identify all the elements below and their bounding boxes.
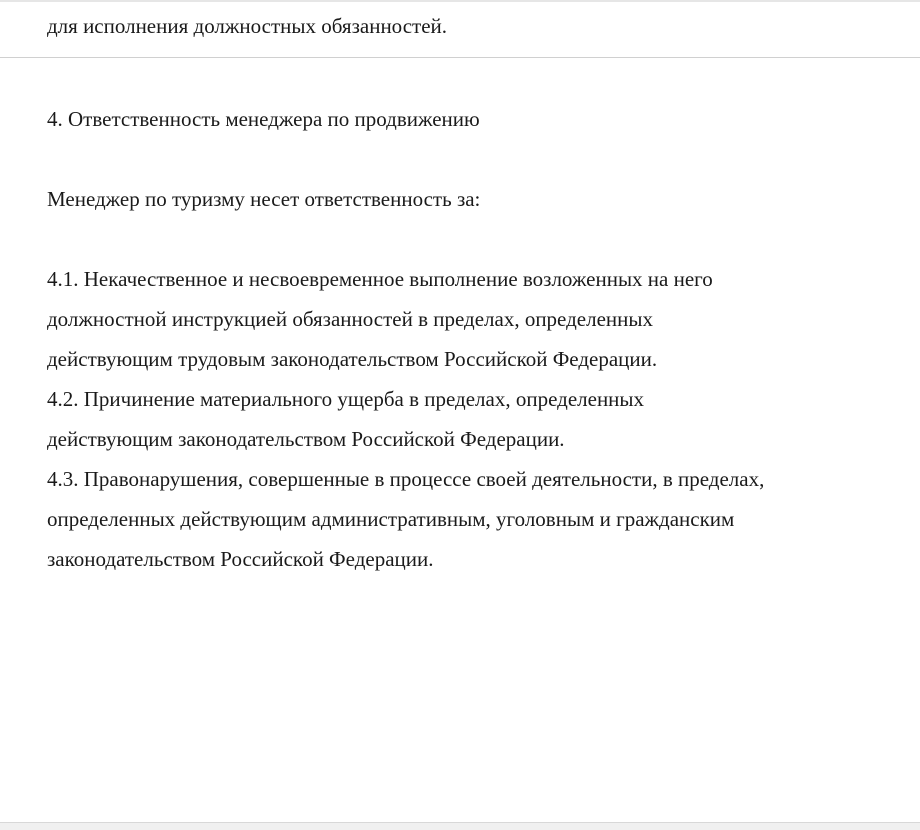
section-heading: 4. Ответственность менеджера по продвижению [47, 107, 480, 131]
list-line: должностной инструкцией обязанностей в пределах, определенных [47, 307, 653, 331]
intro-paragraph: Менеджер по туризму несет ответственность за: [47, 187, 481, 211]
responsibility-list [47, 259, 764, 579]
previous-page-last-line: для исполнения должностных обязанностей. [47, 14, 448, 38]
page-break-divider [0, 57, 920, 58]
list-line: 4.2. Причинение материального ущерба в пределах, определенных [47, 387, 645, 411]
page-top-edge [0, 0, 920, 2]
list-line: определенных действующим административным, уголовным и гражданским [47, 507, 735, 531]
list-line: законодательством Российской Федерации. [47, 547, 434, 571]
list-line: 4.1. Некачественное и несвоевременное выполнение возложенных на него [47, 267, 713, 291]
list-line: действующим законодательством Российской Федерации. [47, 427, 565, 451]
bottom-scroll-edge [0, 822, 920, 830]
list-line: 4.3. Правонарушения, совершенные в процессе своей деятельности, в пределах, [47, 467, 765, 491]
list-line: действующим трудовым законодательством Российской Федерации. [47, 347, 658, 371]
